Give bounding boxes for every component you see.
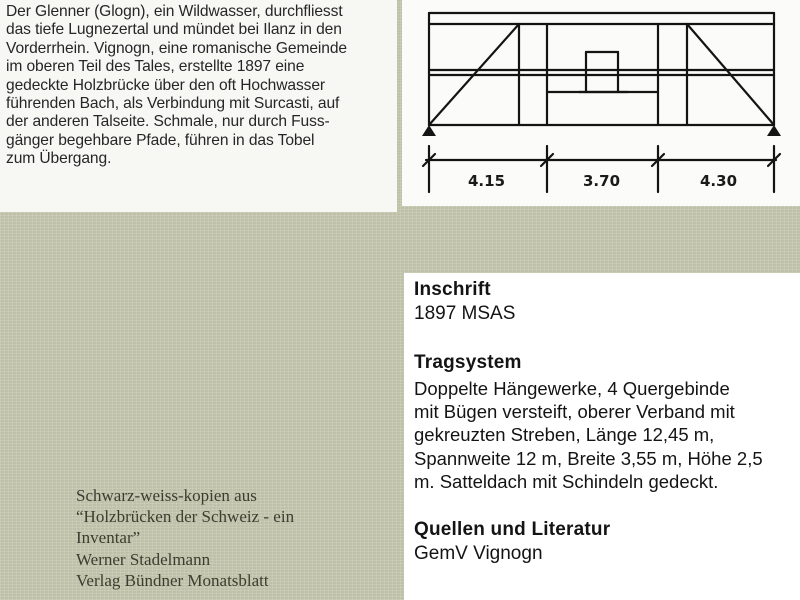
tragsystem-line: mit Bügen versteift, oberer Verband mit (414, 401, 735, 423)
left-support-icon (422, 125, 436, 136)
credit-line: Werner Stadelmann (76, 549, 211, 569)
credit-line: “Holzbrücken der Schweiz - ein (76, 507, 295, 527)
tragsystem-text (414, 377, 794, 493)
credit-line: Schwarz-weiss-kopien aus (76, 486, 257, 505)
quellen-heading: Quellen und Literatur (414, 519, 611, 541)
dimension-label: 4.30 (700, 172, 738, 190)
intro-line: zum Übergang. (6, 150, 112, 168)
source-credit (76, 485, 376, 591)
intro-line: das tiefe Lugnezertal und mündet bei Ilanz in den (6, 21, 342, 39)
dimension-label: 4.15 (468, 172, 506, 190)
bridge-info-clipping (404, 273, 800, 600)
intro-line: der anderen Talseite. Schmale, nur durch Fuss- (6, 113, 330, 131)
credit-line: Verlag Bündner Monatsblatt (76, 570, 269, 590)
inschrift-heading: Inschrift (414, 279, 491, 300)
tragsystem-line: Doppelte Hängewerke, 4 Quergebinde (414, 378, 730, 399)
tragsystem-line: gekreuzten Streben, Länge 12,45 m, (414, 424, 715, 446)
quellen-value: GemV Vignogn (414, 543, 543, 565)
intro-line: gedeckte Holzbrücke über den oft Hochwasser (6, 76, 326, 94)
intro-line: führenden Bach, als Verbindung mit Surcasti, auf (6, 95, 340, 113)
inschrift-value: 1897 MSAS (414, 303, 516, 324)
right-support-icon (767, 125, 781, 136)
intro-line: im oberen Teil des Tales, erstellte 1897 eine (6, 58, 305, 76)
intro-line: Der Glenner (Glogn), ein Wildwasser, durchfliesst (6, 3, 343, 20)
tragsystem-line: m. Satteldach mit Schindeln gedeckt. (414, 470, 719, 492)
intro-text-clipping (0, 0, 397, 212)
intro-line: gänger begehbare Pfade, führen in das Tobel (6, 131, 315, 149)
tragsystem-line: Spannweite 12 m, Breite 3,55 m, Höhe 2,5 (414, 447, 763, 469)
dimension-label: 3.70 (583, 172, 621, 190)
credit-line: Inventar” (76, 528, 141, 548)
bridge-elevation-drawing (402, 0, 800, 206)
tragsystem-heading: Tragsystem (414, 352, 522, 373)
intro-line: Vorderrhein. Vignogn, eine romanische Gemeinde (6, 39, 347, 57)
